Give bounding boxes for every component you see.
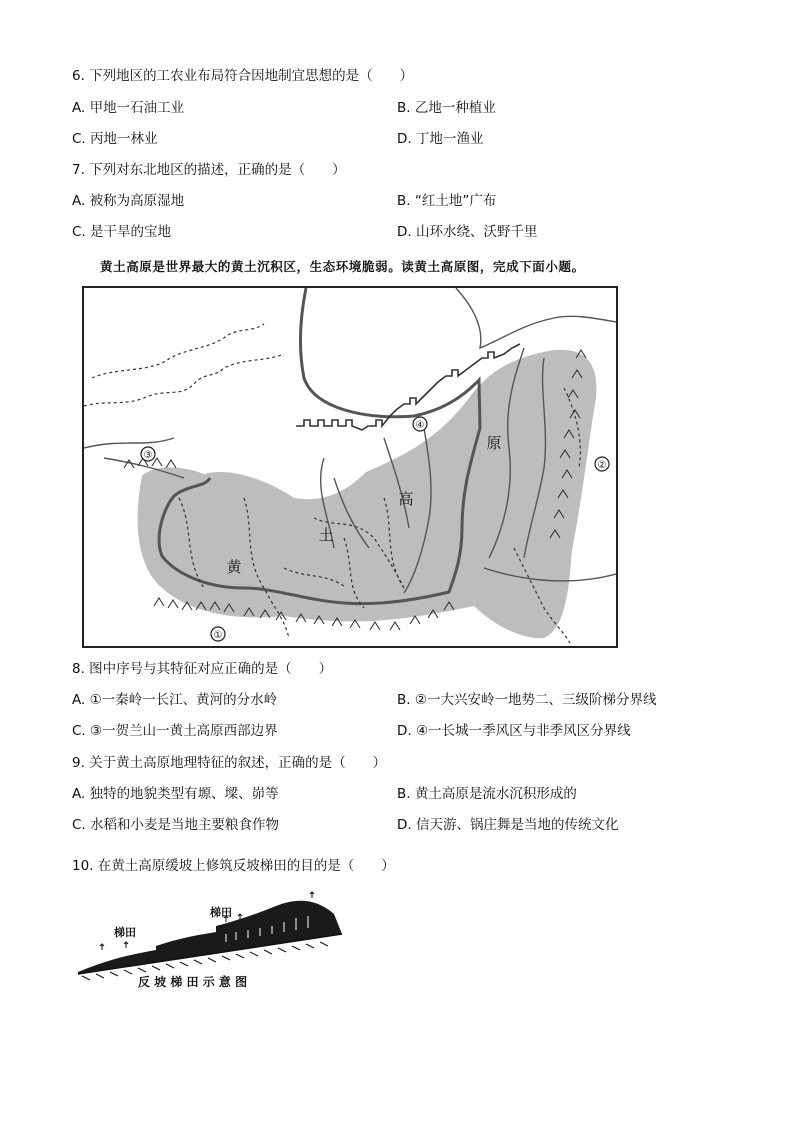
q9-option-d[interactable]: D. 信天游、锅庄舞是当地的传统文化: [397, 817, 619, 833]
map-label-yuan: 原: [486, 434, 502, 452]
q9-stem: 9. 关于黄土高原地理特征的叙述，正确的是（ ）: [72, 755, 387, 771]
marker-4: ④: [415, 420, 425, 431]
q6-option-b[interactable]: B. 乙地一种植业: [397, 100, 496, 116]
q7-option-a[interactable]: A. 被称为高原湿地: [72, 193, 185, 209]
reverse-slope-terrace-figure: [76, 890, 346, 990]
map-label-tu: 土: [318, 526, 334, 544]
q10-stem: 10. 在黄土高原缓坡上修筑反坡梯田的目的是（ ）: [72, 858, 395, 874]
q7-option-b[interactable]: B. “红土地”广布: [397, 193, 497, 209]
q7-stem: 7. 下列对东北地区的描述，正确的是（ ）: [72, 162, 346, 178]
q7-option-c[interactable]: C. 是干旱的宝地: [72, 224, 172, 240]
q6-option-d[interactable]: D. 丁地一渔业: [397, 131, 484, 147]
marker-3: ③: [143, 450, 153, 461]
terrace-caption: 反 坡 梯 田 示 意 图: [138, 975, 248, 989]
q8-option-b[interactable]: B. ②一大兴安岭一地势二、三级阶梯分界线: [397, 692, 657, 708]
q8-option-c[interactable]: C. ③一贺兰山一黄土高原西部边界: [72, 723, 278, 739]
marker-1: ①: [213, 630, 223, 641]
q6-stem: 6. 下列地区的工农业布局符合因地制宜思想的是（ ）: [72, 68, 414, 84]
q9-option-a[interactable]: A. 独特的地貌类型有塬、墚、峁等: [72, 786, 279, 802]
map-label-gao: 高: [398, 490, 414, 508]
passage-intro: 黄土高原是世界最大的黄土沉积区，生态环境脆弱。读黄土高原图，完成下面小题。: [100, 259, 585, 274]
q7-option-d[interactable]: D. 山环水绕、沃野千里: [397, 224, 538, 240]
loess-plateau-map: [82, 286, 618, 648]
q8-option-a[interactable]: A. ①一秦岭一长江、黄河的分水岭: [72, 692, 278, 708]
map-label-huang: 黄: [226, 558, 242, 576]
q8-stem: 8. 图中序号与其特征对应正确的是（ ）: [72, 661, 333, 677]
q8-option-d[interactable]: D. ④一长城一季风区与非季风区分界线: [397, 723, 631, 739]
marker-2: ②: [597, 460, 607, 471]
q6-option-c[interactable]: C. 丙地一林业: [72, 131, 158, 147]
plateau-region: [138, 350, 597, 638]
terrace-label-left: 梯田: [114, 926, 136, 939]
q6-option-a[interactable]: A. 甲地一石油工业: [72, 100, 185, 116]
q9-option-c[interactable]: C. 水稻和小麦是当地主要粮食作物: [72, 817, 280, 833]
q9-option-b[interactable]: B. 黄土高原是流水沉积形成的: [397, 786, 577, 802]
terrace-label-top: 梯田: [210, 906, 232, 919]
